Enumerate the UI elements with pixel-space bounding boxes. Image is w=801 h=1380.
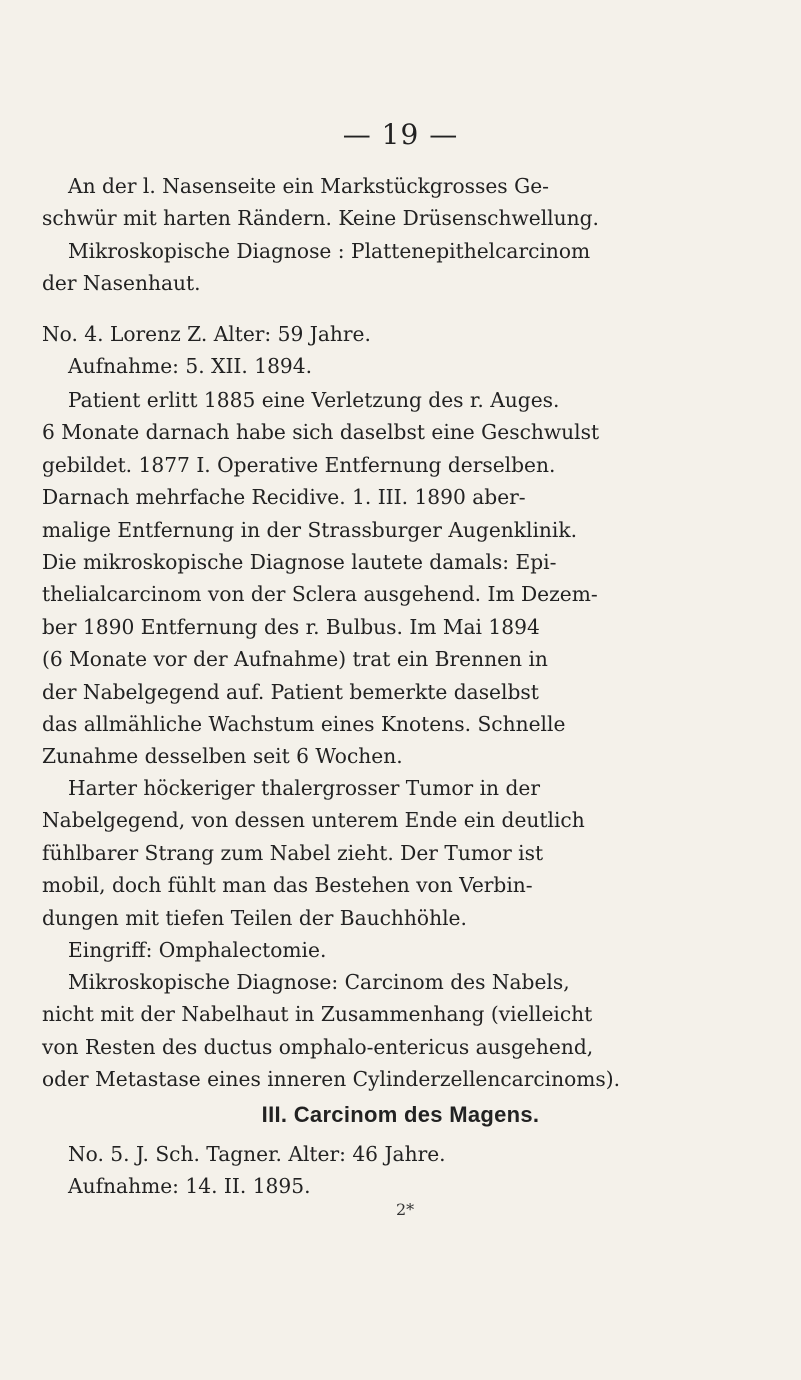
case-4-history (42, 384, 682, 773)
text-line: thelialcarcinom von der Sclera ausgehend. Im Dezem- (42, 582, 598, 607)
text-line: Eingriff: Omphalectomie. (68, 938, 327, 962)
text-line: Darnach mehrfache Recidive. 1. III. 1890 aber- (42, 485, 526, 510)
admission-line: Aufnahme: 14. II. 1895. (68, 1174, 311, 1199)
text-line: der Nasenhaut. (42, 271, 201, 296)
text-line: Mikroskopische Diagnose : Plattenepithelcarcinom (68, 238, 591, 263)
signature-mark: 2* (396, 1200, 415, 1219)
case-4-diagnosis (42, 966, 682, 1096)
text-line: Zunahme desselben seit 6 Wochen. (42, 744, 403, 769)
case-number-line: No. 5. J. Sch. Tagner. Alter: 46 Jahre. (68, 1142, 446, 1166)
text-line: mobil, doch fühlt man das Bestehen von Verbin- (42, 873, 533, 898)
text-line: gebildet. 1877 I. Operative Entfernung derselben. (42, 452, 556, 477)
text-line: Mikroskopische Diagnose: Carcinom des Nabels, (68, 970, 570, 994)
case-5-header (42, 1138, 682, 1203)
text-line: An der l. Nasenseite ein Markstückgrosses Ge- (68, 174, 549, 198)
text-line: dungen mit tiefen Teilen der Bauchhöhle. (42, 905, 467, 930)
text-line: oder Metastase eines inneren Cylinderzellencarcinoms). (42, 1067, 621, 1092)
text-line: Die mikroskopische Diagnose lautete damals: Epi- (42, 550, 557, 575)
text-line: nicht mit der Nabelhaut in Zusammenhang (vielleicht (42, 1002, 593, 1027)
text-line: von Resten des ductus omphalo-entericus ausgehend, (42, 1034, 594, 1059)
page-number: — 19 — (342, 118, 459, 151)
case-4-procedure (42, 934, 682, 966)
case-4-header (42, 318, 682, 383)
case-4-findings (42, 772, 682, 934)
text-line: (6 Monate vor der Aufnahme) trat ein Brennen in (42, 647, 548, 672)
text-line: Nabelgegend, von dessen unterem Ende ein deutlich (42, 808, 585, 833)
case-number-line: No. 4. Lorenz Z. Alter: 59 Jahre. (42, 322, 371, 346)
text-line: ber 1890 Entfernung des r. Bulbus. Im Mai 1894 (42, 614, 540, 639)
text-line: das allmähliche Wachstum eines Knotens. Schnelle (42, 712, 566, 737)
paragraph-nasal-lesion (42, 170, 682, 300)
text-line: malige Entfernung in der Strassburger Augenklinik. (42, 517, 578, 542)
text-line: der Nabelgegend auf. Patient bemerkte daselbst (42, 679, 539, 704)
text-line: 6 Monate darnach habe sich daselbst eine Geschwulst (42, 420, 600, 445)
text-line: Harter höckeriger thalergrosser Tumor in der (68, 776, 540, 800)
text-line: Patient erlitt 1885 eine Verletzung des r. Auges. (68, 388, 560, 412)
text-line: fühlbarer Strang zum Nabel zieht. Der Tumor ist (42, 840, 544, 865)
admission-line: Aufnahme: 5. XII. 1894. (68, 354, 313, 379)
text-line: schwür mit harten Rändern. Keine Drüsenschwellung. (42, 206, 599, 231)
section-title: III. Carcinom des Magens. (261, 1102, 540, 1127)
